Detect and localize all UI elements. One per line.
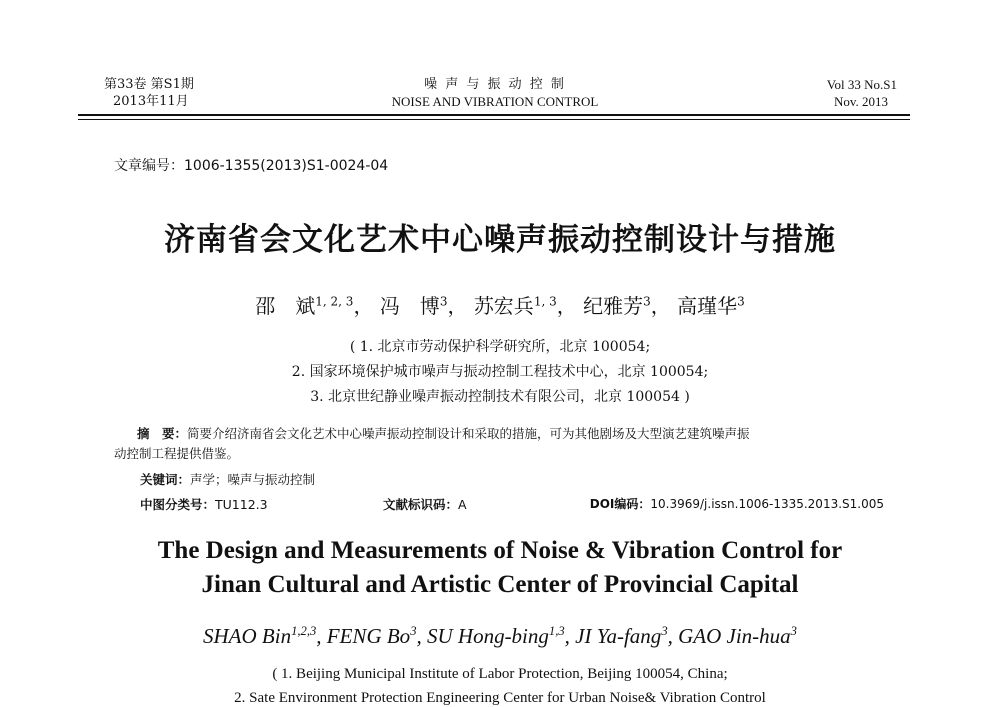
author-en: GAO Jin-hua$^3$ xyxy=(678,624,797,648)
document-code: 文献标识码：A xyxy=(383,497,467,512)
article-number: 文章编号：1006-1355(2013)S1-0024-04 xyxy=(114,158,389,174)
affiliation-cn-1: ( 1. 北京市劳动保护科学研究所，北京 100054; xyxy=(349,339,651,355)
header-rule-thick xyxy=(78,114,910,116)
authors-en xyxy=(0,624,1000,649)
author-en: FENG Bo$^3$, xyxy=(326,624,427,648)
author-cn: 冯 博$^3$， xyxy=(379,294,468,318)
affiliation-cn-3: 3. 北京世纪静业噪声振动控制技术有限公司，北京 100054 ) xyxy=(310,389,690,405)
abstract-line-2: 动控制工程提供借鉴。 xyxy=(114,446,240,461)
author-cn: 纪雅芳$^3$， xyxy=(583,294,671,318)
journal-title-cn: 噪 声 与 振 动 控 制 xyxy=(424,77,566,92)
date-en: Nov. 2013 xyxy=(833,94,888,109)
title-en-line-2: Jinan Cultural and Artistic Center of Provincial Capital xyxy=(201,571,799,598)
author-en: SU Hong-bing$^{1,3}$, xyxy=(426,624,576,648)
author-cn: 高瑾华$^3$ xyxy=(677,294,745,318)
keywords-label: 关键词： xyxy=(140,472,191,487)
abstract-line-1: 摘 要：简要介绍济南省会文化艺术中心噪声振动控制设计和采取的措施，可为其他剧场及大型演艺建筑噪声振 xyxy=(137,426,750,441)
doi: DOI编码：10.3969/j.issn.1006-1335.2013.S1.005 xyxy=(589,497,884,511)
abstract-label: 摘 要： xyxy=(137,426,188,441)
date-cn: 2013年11月 xyxy=(113,94,189,109)
affiliation-cn-2: 2. 国家环境保护城市噪声与振动控制工程技术中心，北京 100054; xyxy=(291,364,709,380)
volume-issue-cn: 第33卷 第S1期 xyxy=(104,77,194,92)
keywords: 关键词：声学；噪声与振动控制 xyxy=(140,472,316,487)
affiliation-en-2: 2. Sate Environment Protection Engineering Center for Urban Noise& Vibration Control xyxy=(234,690,766,706)
title-cn: 济南省会文化艺术中心噪声振动控制设计与措施 xyxy=(164,222,836,258)
authors-cn xyxy=(0,290,1000,319)
title-en-line-1: The Design and Measurements of Noise & Vibration Control for xyxy=(157,537,843,564)
author-cn: 苏宏兵$^{1, 3}$， xyxy=(473,294,577,318)
author-cn: 邵 斌$^{1, 2, 3}$， xyxy=(255,294,374,318)
author-en: JI Ya-fang$^3$, xyxy=(575,624,679,648)
volume-issue-en: Vol 33 No.S1 xyxy=(826,77,897,92)
author-en: SHAO Bin$^{1,2,3}$, xyxy=(203,624,327,648)
classification: 中图分类号：TU112.3 xyxy=(140,497,268,512)
journal-title-en: NOISE AND VIBRATION CONTROL xyxy=(391,94,599,109)
header-rule-thin xyxy=(78,119,910,120)
affiliation-en-1: ( 1. Beijing Municipal Institute of Labor Protection, Beijing 100054, China; xyxy=(272,666,728,682)
